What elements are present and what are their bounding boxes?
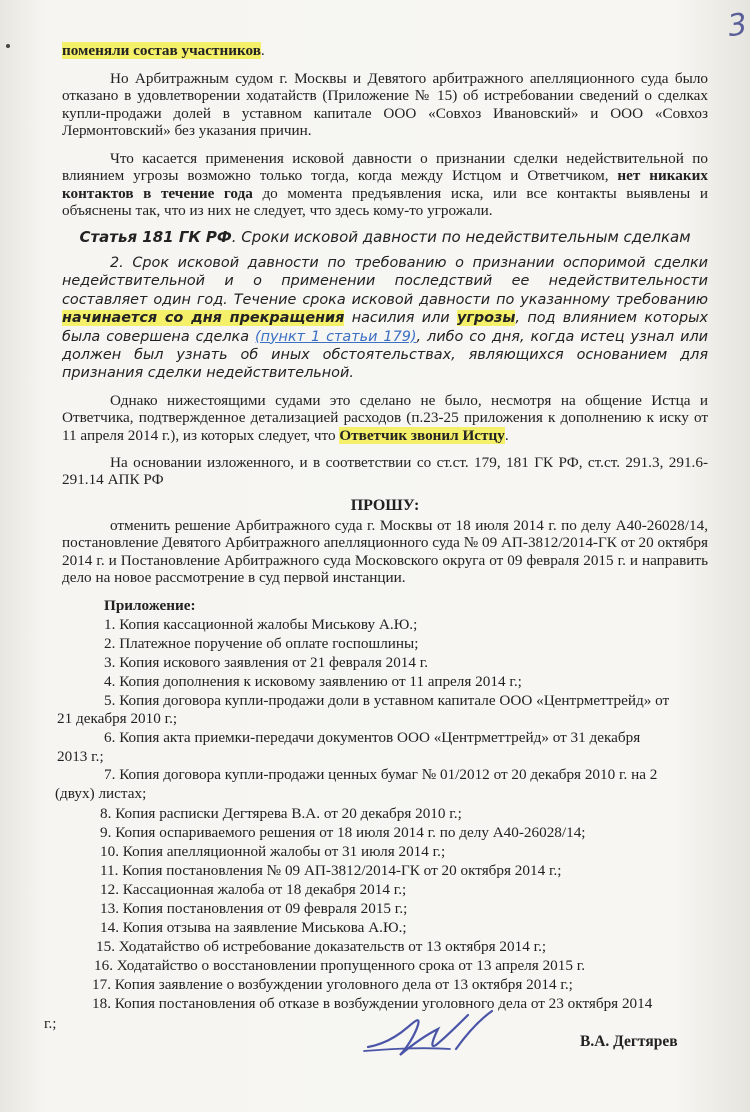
- appendix-item: 8. Копия расписки Дегтярева В.А. от 20 декабря 2010 г.;: [100, 805, 462, 822]
- appendix-item: 9. Копия оспариваемого решения от 18 июля 2014 г. по делу А40-26028/14;: [100, 824, 586, 841]
- appendix-item: 12. Кассационная жалоба от 18 декабря 2014 г.;: [100, 881, 407, 898]
- paragraph-limitation: Что касается применения исковой давности о признании сделки недействительной по влиянием угрозы возможно только тогда, когда между Истцом и Ответчиком, нет никаких контактов в течение года до момента предъявления иска, или все контакты выявлены и объяснены так, что из них не следует, что здесь кому-то угрожали.: [62, 150, 709, 220]
- appendix-item-continued: г.;: [44, 1015, 57, 1032]
- appendix-item: 1. Копия кассационной жалобы Миськову А.Ю.;: [104, 616, 418, 633]
- appendix-item: 4. Копия дополнения к исковому заявлению от 11 апреля 2014 г.;: [104, 673, 522, 690]
- paragraph-participants: поменяли состав участников.: [62, 42, 265, 59]
- appendix-item: 3. Копия искового заявления от 21 февраля 2014 г.: [104, 654, 429, 671]
- paragraph-basis: На основании изложенного, и в соответствии со ст.ст. 179, 181 ГК РФ, ст.ст. 291.3, 291.6-291.14 АПК РФ: [62, 454, 708, 489]
- request-heading: ПРОШУ:: [350, 497, 420, 514]
- paragraph-calls: Однако нижестоящими судами это сделано не было, несмотря на общение Истца и Ответчика, подтвержденное детализацией расходов (п.23-25 приложения к дополнению к иску от 11 апреля 2014 г.), из которых следует, что Ответчик звонил Истцу.: [62, 392, 708, 444]
- request-text: отменить решение Арбитражного суда г. Москвы от 18 июля 2014 г. по делу А40-26028/14, постановление Девятого Арбитражного апелляционного суда № 09 АП-3812/2014-ГК от 20 октября 2014 г. и Постановление Арбитражного суда Московского округа от 09 февраля 2015 г. и направить дело на новое рассмотрение в суд первой инстанции.: [62, 517, 709, 587]
- appendix-item: 14. Копия отзыва на заявление Миськова А.Ю.;: [100, 919, 407, 936]
- article-title: Статья 181 ГК РФ. Сроки исковой давности по недействительным сделкам: [79, 228, 691, 246]
- signature-name: В.А. Дегтярев: [580, 1033, 678, 1050]
- appendix-item: 13. Копия постановления от 09 февраля 2015 г.;: [100, 900, 408, 917]
- appendix-item: 11. Копия постановления № 09 АП-3812/2014-ГК от 20 октября 2014 г.;: [100, 862, 562, 879]
- article-quote: 2. Срок исковой давности по требованию о признании оспоримой сделки недействительной и о применении последствий ее недействительности составляет один год. Течение срока исковой давности по указанному требованию начинается со дня прекращения насилия или угрозы, под влиянием которых была совершена сделка (пункт 1 статьи 179), либо со дня, когда истец узнал или должен был узнать об иных обстоятельствах, являющихся основанием для признания сделки недействительной.: [62, 255, 708, 382]
- page-number: 3: [725, 6, 750, 45]
- appendix-item: 16. Ходатайство о восстановлении пропущенного срока от 13 апреля 2015 г.: [94, 957, 586, 974]
- appendix-item: 6. Копия акта приемки-передачи документов ООО «Центрметтрейд» от 31 декабря: [104, 729, 641, 746]
- appendix-item-continued: 21 декабря 2010 г.;: [57, 710, 178, 727]
- appendix-heading: Приложение:: [104, 597, 196, 614]
- appendix-item: 18. Копия постановления об отказе в возбуждении уголовного дела от 23 октября 2014: [92, 995, 653, 1012]
- appendix-item: 10. Копия апелляционной жалобы от 31 июля 2014 г.;: [100, 843, 446, 860]
- appendix-item: 7. Копия договора купли-продажи ценных бумаг № 01/2012 от 20 декабря 2010 г. на 2: [104, 766, 658, 783]
- appendix-item: 5. Копия договора купли-продажи доли в уставном капитале ООО «Центрметтрейд» от: [104, 692, 670, 709]
- appendix-item: 15. Ходатайство об истребование доказательств от 13 октября 2014 г.;: [96, 938, 547, 955]
- appendix-item-continued: (двух) листах;: [55, 785, 147, 802]
- article-179-link[interactable]: (пункт 1 статьи 179): [255, 328, 417, 345]
- punch-mark: [6, 44, 10, 48]
- appendix-item: 17. Копия заявление о возбуждении уголовного дела от 13 октября 2014 г.;: [92, 976, 573, 993]
- paragraph-refusal: Но Арбитражным судом г. Москвы и Девятого арбитражного апелляционного суда было отказано в удовлетворении ходатайств (Приложение № 15) об истребовании сведений о сделках купли-продажи долей в уставном капитале ООО «Совхоз Ивановский» и ООО «Совхоз Лермонтовский» без указания причин.: [62, 70, 708, 140]
- appendix-item-continued: 2013 г.;: [57, 748, 104, 765]
- appendix-item: 2. Платежное поручение об оплате госпошлины;: [104, 635, 419, 652]
- handwritten-signature: [360, 1005, 500, 1065]
